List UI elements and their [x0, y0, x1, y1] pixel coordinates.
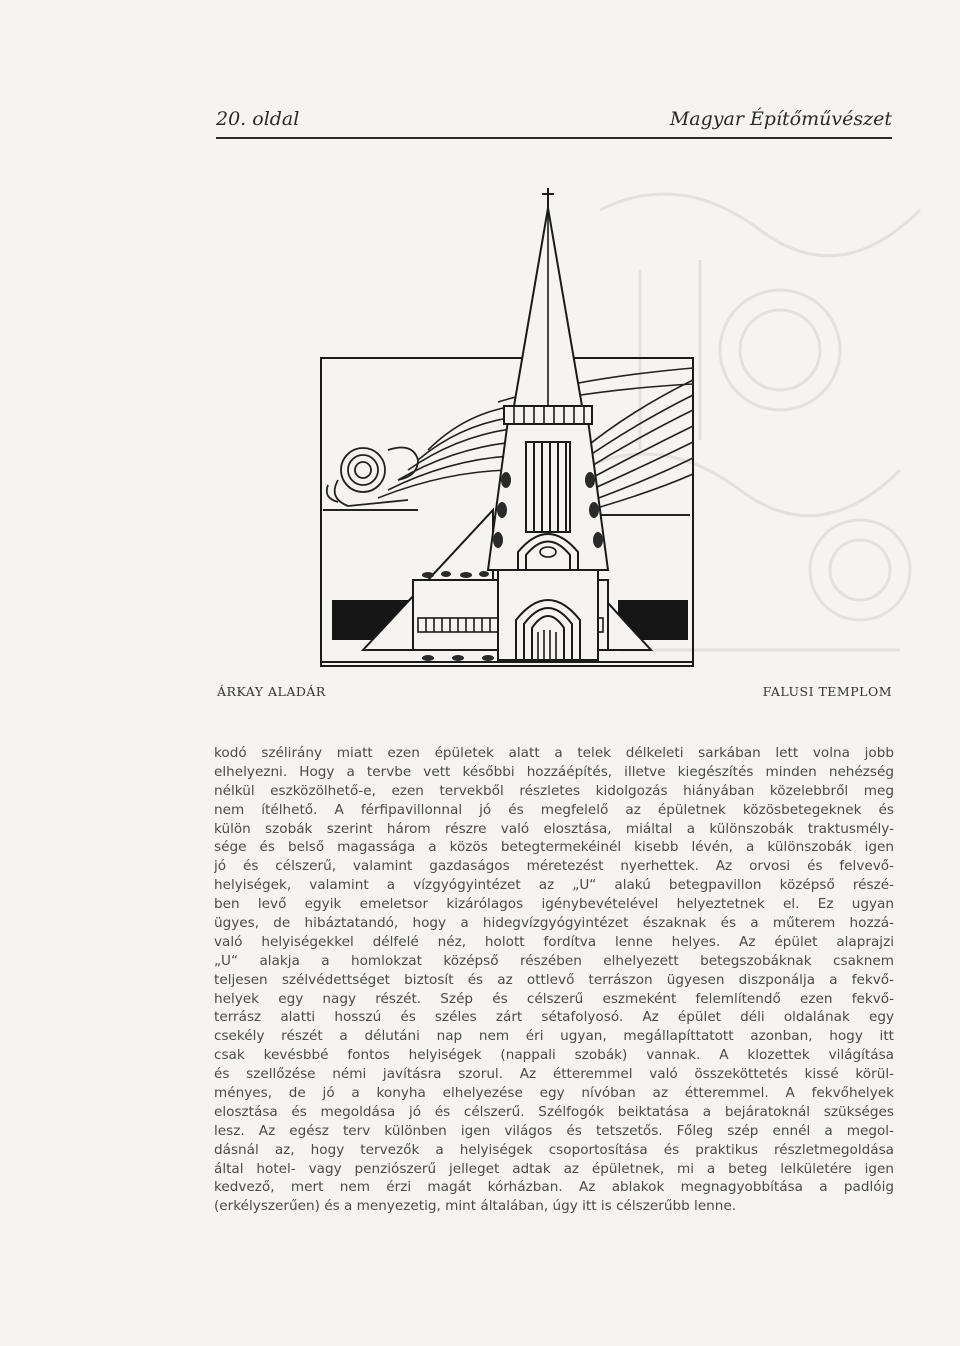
body-line: kodó szélirány miatt ezen épületek alatt a telek délkeleti sarkában lett volna jobb	[214, 745, 894, 761]
body-line: való helyiségekkel délfelé néz, holott fordítva lenne helyes. Az épület alaprajzi	[214, 933, 894, 950]
body-line: sége és belső magassága a közös betegtermekéinél kisebb lévén, a különszobák igen	[214, 839, 894, 856]
page-header	[216, 108, 892, 138]
body-line: elhelyezni. Hogy a tervbe vett későbbi hozzáépítés, illetve kiegészítés minden nehézség	[214, 763, 894, 780]
journal-title: Magyar Építőművészet	[669, 108, 892, 130]
body-line: nem ítélhető. A férfipavillonnal jó és megfelelő az épületnek közösbetegeknek és	[214, 801, 894, 818]
body-line: „U“ alakja a homlokzat középső részében elhelyezett betegszobáknak csaknem	[214, 952, 894, 969]
article-body	[214, 744, 894, 1216]
body-line: által hotel- vagy penziószerű jelleget adtak az épületnek, mi a beteg lelkületére igen	[214, 1160, 894, 1177]
body-line: csekély részét a délutáni nap nem éri ugyan, megállapíttatott azonban, hogy itt	[214, 1028, 894, 1045]
body-line: teljesen szélvédettséget biztosít és az ottlevő terrászon ügyesen diszponálja a fekvő-	[214, 971, 894, 988]
body-line: nélkül eszközölhető-e, ezen tervekből részletes kidolgozás hiányában közelebbről meg	[214, 782, 894, 799]
page-number: 20. oldal	[216, 108, 300, 130]
body-line: jó és célszerű, valamint gazdaságos méretezést nyerhettek. Az orvosi és felvevő-	[214, 858, 894, 875]
body-line: helyek egy nagy részét. Szép és célszerű eszmeként felemlítendő ezen fekvő-	[214, 990, 894, 1007]
body-line: (erkélyszerűen) és a menyezetig, mint általában, úgy itt is célszerűbb lenne.	[214, 1198, 737, 1215]
body-line: külön szobák szerint három részre való elosztása, miáltal a különszobák traktusmély-	[214, 820, 894, 837]
body-line: lesz. Az egész terv különben igen világos és tetszetős. Főleg szép ennél a megol-	[214, 1122, 894, 1139]
church-illustration	[318, 180, 696, 670]
body-line: elosztása és megoldása jó és célszerű. Szélfogók beiktatása a bejáratoknál szükséges	[214, 1103, 894, 1120]
body-line: terrász alatti hosszú és széles zárt sétafolyosó. Az épület déli oldalának egy	[214, 1009, 894, 1026]
header-rule	[216, 137, 892, 139]
body-line: és szellőzése némi javításra szorul. Az étteremmel való összeköttetés kissé körül-	[214, 1066, 894, 1083]
body-line: dásnál az, hogy tervezők a helyiségek csoportosítása és praktikus részletmegoldása	[214, 1141, 894, 1158]
body-line: ügyes, de hibáztatandó, hogy a hidegvízgyógyintézet északnak és a műterem hozzá-	[214, 915, 894, 932]
figure-author: ÁRKAY ALADÁR	[217, 684, 326, 699]
body-line: helyiségek, valamint a vízgyógyintézet az „U“ alakú betegpavillon középső részé-	[214, 877, 894, 894]
figure-title: FALUSI TEMPLOM	[762, 684, 892, 699]
body-line: csak kevésbbé fontos helyiségek (nappali szobák) vannak. A klozettek világítása	[214, 1047, 894, 1064]
body-line: ben levő egyik emeletsor kizárólagos igénybevételével helyeztetnek el. Ez ugyan	[214, 896, 894, 913]
body-line: kedvező, mert nem érzi magát kórházban. Az ablakok megnagyobbítása a padlóig	[214, 1179, 894, 1196]
body-line: ményes, de jó a konyha elhelyezése egy nívóban az étteremmel. A fekvőhelyek	[214, 1085, 894, 1102]
